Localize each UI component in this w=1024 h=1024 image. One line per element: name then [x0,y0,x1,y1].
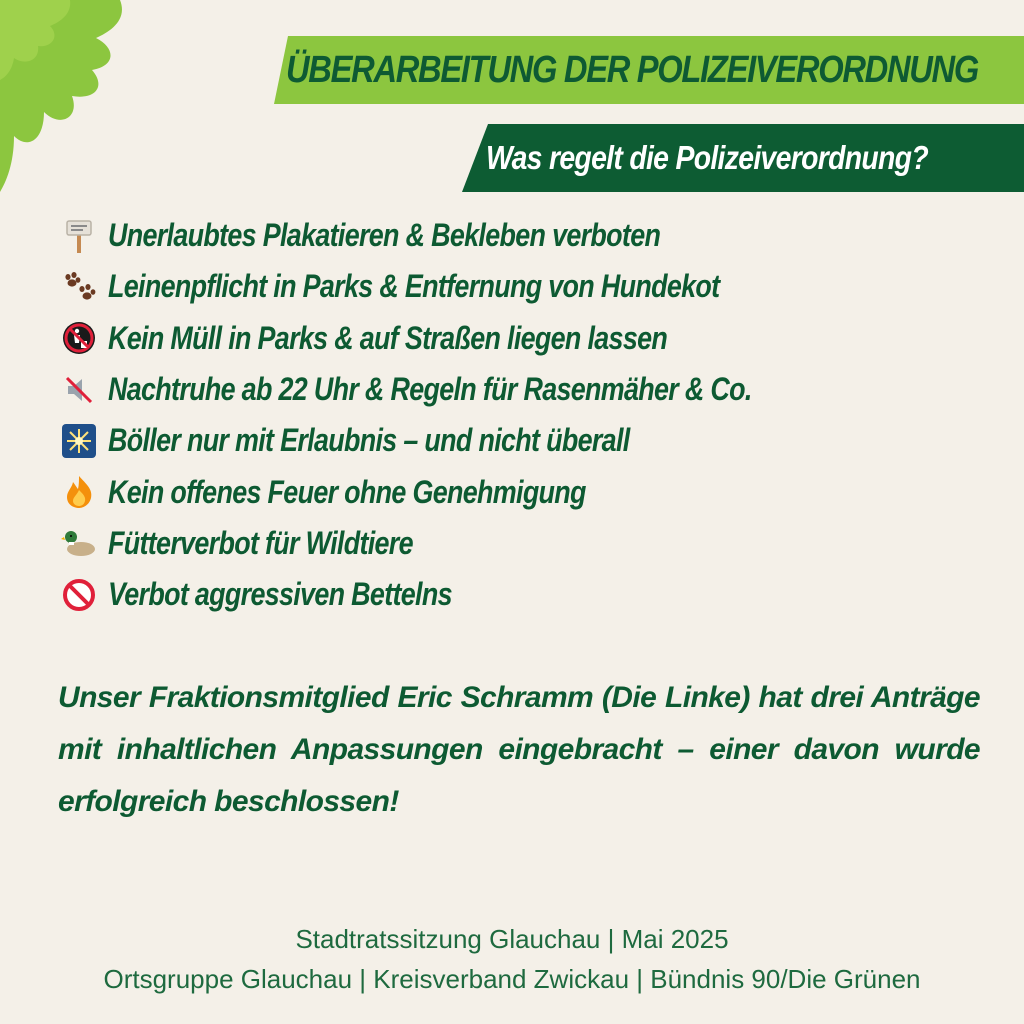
rule-text: Leinenpflicht in Parks & Entfernung von Hundekot [108,268,720,305]
signpost-icon [60,217,98,255]
list-item [60,261,980,312]
rule-text: Fütterverbot für Wildtiere [108,524,413,561]
list-item [60,466,980,517]
rule-text: Kein offenes Feuer ohne Genehmigung [108,473,586,510]
sunflower-logo-icon [0,0,150,210]
rule-text: Nachtruhe ab 22 Uhr & Regeln für Rasenmäher & Co. [108,371,752,408]
duck-icon [60,524,98,562]
rule-text: Böller nur mit Erlaubnis – und nicht überall [108,422,630,459]
rules-list [60,210,980,620]
list-item [60,364,980,415]
statement-paragraph: Unser Fraktionsmitglied Eric Schramm (Die Linke) hat drei Anträge mit inhaltlichen Anpassungen eingebracht – einer davon wurde erfolgreich beschlossen! [58,681,980,818]
footer-organization-line: Ortsgruppe Glauchau | Kreisverband Zwickau | Bündnis 90/Die Grünen [103,964,921,994]
sparkler-icon [60,422,98,460]
list-item [60,313,980,364]
statement-text [58,672,980,828]
list-item [60,569,980,620]
rule-text: Kein Müll in Parks & auf Straßen liegen lassen [108,319,668,356]
fire-icon [60,473,98,511]
page-title: ÜBERARBEITUNG DER POLIZEIVERORDNUNG [286,49,979,91]
rule-text: Verbot aggressiven Bettelns [108,576,452,613]
paw-prints-icon [60,268,98,306]
page-subtitle: Was regelt die Polizeiverordnung? [486,139,928,176]
rule-text: Unerlaubtes Plakatieren & Bekleben verboten [108,217,661,254]
prohibited-icon [60,576,98,614]
list-item [60,415,980,466]
list-item [60,518,980,569]
no-littering-icon [60,319,98,357]
list-item [60,210,980,261]
footer-event-line: Stadtratssitzung Glauchau | Mai 2025 [295,924,729,954]
muted-speaker-icon [60,371,98,409]
